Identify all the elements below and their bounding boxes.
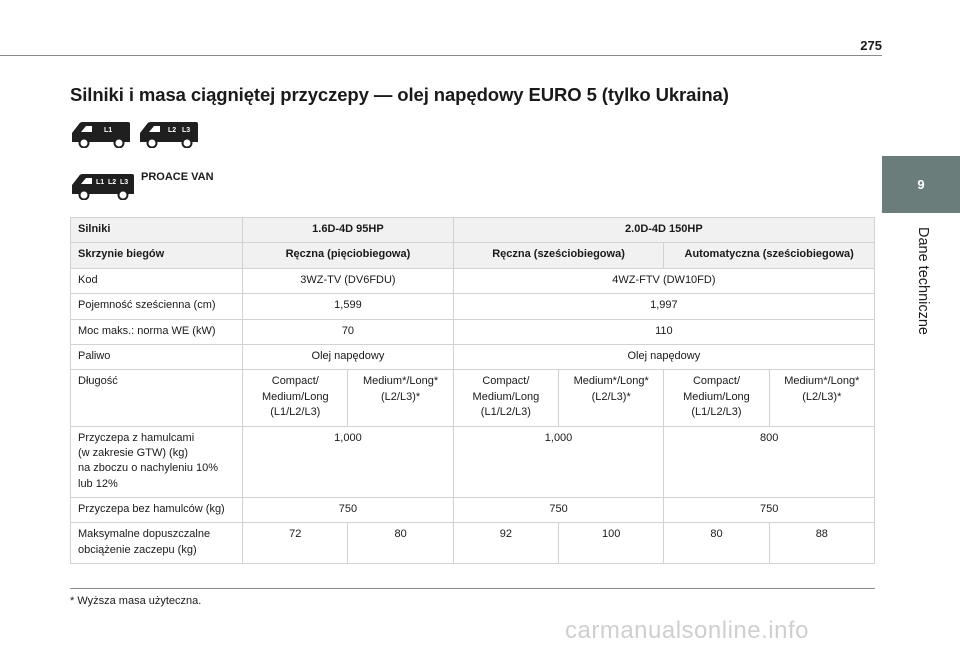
cell-hitch-5: 80 (664, 523, 769, 564)
chapter-tab[interactable]: 9 (882, 156, 960, 213)
cell-length-6: Medium*/Long* (L2/L3)* (769, 370, 874, 426)
svg-text:L2: L2 (108, 179, 117, 186)
table-row-length (71, 370, 875, 426)
row-label: Maksymalne dopuszczalne obciążenie zaczepu (kg) (71, 523, 243, 564)
cell-unbraked-c: 750 (664, 498, 875, 523)
cell-gearbox-b: Ręczna (sześciobiegowa) (453, 243, 664, 268)
page-title: Silniki i masa ciągniętej przyczepy — olej napędowy EURO 5 (tylko Ukraina) (70, 84, 729, 105)
cell-unbraked-a: 750 (243, 498, 454, 523)
table-row-braked-trailer (71, 426, 875, 498)
table-row-code (71, 268, 875, 293)
cell-gearbox-a: Ręczna (pięciobiegowa) (243, 243, 454, 268)
chapter-label-wrap (913, 218, 933, 348)
cell-power-a: 70 (243, 319, 454, 344)
svg-text:L1: L1 (104, 127, 113, 134)
table-row-capacity (71, 294, 875, 319)
cell-unbraked-b: 750 (453, 498, 664, 523)
spec-table (70, 217, 875, 564)
table-row-gearbox (71, 243, 875, 268)
van-model-label: PROACE VAN (141, 171, 214, 183)
table-row-unbraked-trailer (71, 498, 875, 523)
cell-length-3: Compact/ Medium/Long (L1/L2/L3) (453, 370, 558, 426)
row-label: Przyczepa z hamulcami (w zakresie GTW) (kg) na zboczu o nachyleniu 10% lub 12% (71, 426, 243, 498)
cell-fuel-a: Olej napędowy (243, 344, 454, 369)
cell-engine-a: 1.6D-4D 95HP (243, 218, 454, 243)
table-row-hitch-load (71, 523, 875, 564)
cell-capacity-b: 1,997 (453, 294, 874, 319)
cell-braked-a: 1,000 (243, 426, 454, 498)
row-label: Skrzynie biegów (71, 243, 243, 268)
cell-hitch-2: 80 (348, 523, 453, 564)
cell-braked-c: 800 (664, 426, 875, 498)
cell-power-b: 110 (453, 319, 874, 344)
chapter-label: Dane techniczne (915, 226, 931, 335)
cell-braked-b: 1,000 (453, 426, 664, 498)
row-label: Przyczepa bez hamulców (kg) (71, 498, 243, 523)
cell-engine-b: 2.0D-4D 150HP (453, 218, 874, 243)
cell-capacity-a: 1,599 (243, 294, 454, 319)
table-row-engines (71, 218, 875, 243)
row-label: Silniki (71, 218, 243, 243)
row-label: Pojemność sześcienna (cm) (71, 294, 243, 319)
van-medium-icon (138, 118, 200, 148)
van-long-icon (70, 170, 136, 200)
top-rule (0, 55, 882, 56)
row-label: Moc maks.: norma WE (kW) (71, 319, 243, 344)
cell-hitch-6: 88 (769, 523, 874, 564)
cell-hitch-3: 92 (453, 523, 558, 564)
cell-length-2: Medium*/Long* (L2/L3)* (348, 370, 453, 426)
cell-length-5: Compact/ Medium/Long (L1/L2/L3) (664, 370, 769, 426)
cell-code-b: 4WZ-FTV (DW10FD) (453, 268, 874, 293)
bottom-rule (70, 588, 875, 589)
svg-text:L2: L2 (168, 127, 177, 134)
row-label: Paliwo (71, 344, 243, 369)
cell-hitch-4: 100 (559, 523, 664, 564)
row-label: Kod (71, 268, 243, 293)
table-row-power (71, 319, 875, 344)
svg-text:L1: L1 (96, 179, 105, 186)
page-number: 275 (860, 38, 882, 53)
van-short-icon (70, 118, 132, 148)
cell-code-a: 3WZ-TV (DV6FDU) (243, 268, 454, 293)
cell-hitch-1: 72 (243, 523, 348, 564)
cell-gearbox-c: Automatyczna (sześciobiegowa) (664, 243, 875, 268)
cell-length-1: Compact/ Medium/Long (L1/L2/L3) (243, 370, 348, 426)
watermark: carmanualsonline.info (565, 617, 809, 644)
table-row-fuel (71, 344, 875, 369)
svg-text:L3: L3 (120, 179, 129, 186)
footnote: * Wyższa masa użyteczna. (70, 595, 202, 607)
row-label: Długość (71, 370, 243, 426)
cell-length-4: Medium*/Long* (L2/L3)* (559, 370, 664, 426)
svg-text:L3: L3 (182, 127, 191, 134)
cell-fuel-b: Olej napędowy (453, 344, 874, 369)
